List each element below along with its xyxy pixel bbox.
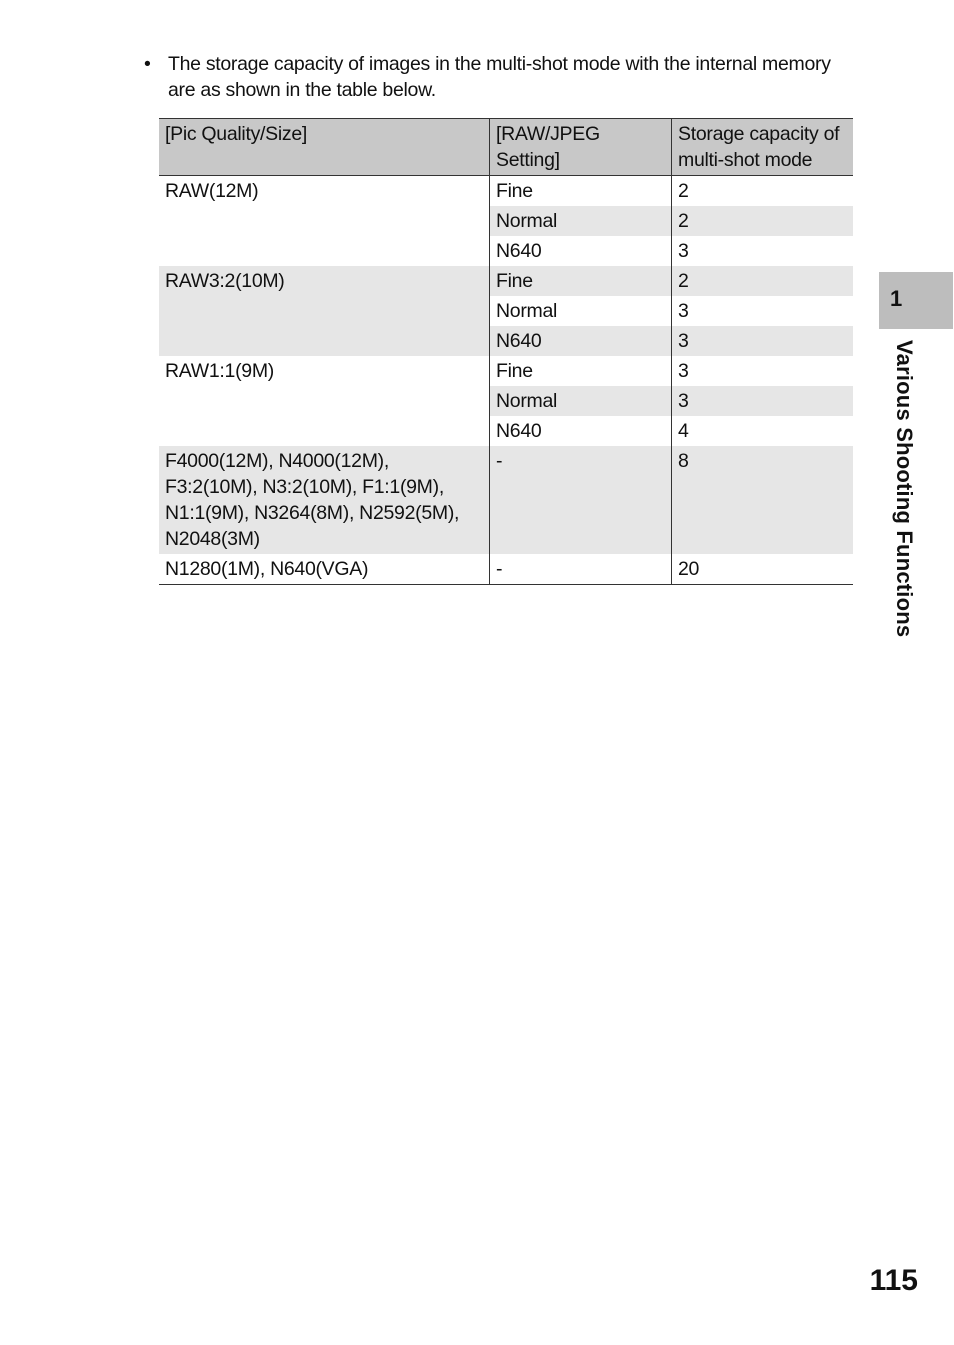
- setting-cell: Fine: [490, 176, 672, 207]
- table-row: [159, 446, 853, 554]
- table-row: [159, 266, 853, 296]
- capacity-cell: 2: [672, 206, 854, 236]
- header-storage-capacity: Storage capacity of multi-shot mode: [672, 119, 854, 176]
- setting-cell: N640: [490, 326, 672, 356]
- capacity-cell: 3: [678, 300, 689, 322]
- page-number: 115: [869, 1264, 918, 1297]
- size-cell: RAW(12M): [159, 176, 490, 267]
- setting-cell: N640: [490, 416, 672, 446]
- chapter-number: 1: [890, 286, 903, 311]
- size-cell: RAW3:2(10M): [159, 266, 490, 356]
- capacity-cell: 20: [672, 554, 854, 585]
- table-header-row: [159, 119, 853, 176]
- capacity-cell: 4: [678, 420, 689, 442]
- capacity-cell: 2: [678, 180, 689, 202]
- intro-text: The storage capacity of images in the multi-shot mode with the internal memory are as shown in the table below.: [168, 53, 831, 101]
- setting-cell: Fine: [490, 356, 672, 386]
- capacity-cell: 2: [672, 266, 854, 296]
- header-raw-jpeg-setting: [RAW/JPEG Setting]: [490, 119, 672, 176]
- setting-cell: Fine: [490, 266, 672, 296]
- bullet-symbol: •: [144, 53, 151, 75]
- storage-capacity-table: [159, 118, 853, 585]
- table-row: [159, 176, 853, 207]
- header-pic-quality-size: [Pic Quality/Size]: [159, 119, 490, 176]
- capacity-cell: 3: [672, 326, 854, 356]
- capacity-cell: 8: [672, 446, 854, 554]
- size-cell: RAW1:1(9M): [159, 356, 490, 446]
- table-row: [159, 554, 853, 585]
- intro-bullet: [140, 51, 852, 103]
- setting-cell: -: [490, 446, 672, 554]
- capacity-cell: 3: [678, 360, 689, 382]
- capacity-cell: 3: [678, 240, 689, 262]
- chapter-title: Various Shooting Functions: [892, 340, 917, 638]
- size-cell: F4000(12M), N4000(12M), F3:2(10M), N3:2(10M), F1:1(9M), N1:1(9M), N3264(8M), N2592(5M), N2048(3M): [159, 446, 490, 554]
- setting-cell: -: [490, 554, 672, 585]
- setting-cell: Normal: [490, 386, 672, 416]
- setting-cell: Normal: [490, 206, 672, 236]
- setting-cell: N640: [490, 236, 672, 266]
- table-row: [159, 356, 853, 386]
- size-cell: N1280(1M), N640(VGA): [159, 554, 490, 585]
- capacity-cell: 3: [672, 386, 854, 416]
- setting-cell: Normal: [490, 296, 672, 326]
